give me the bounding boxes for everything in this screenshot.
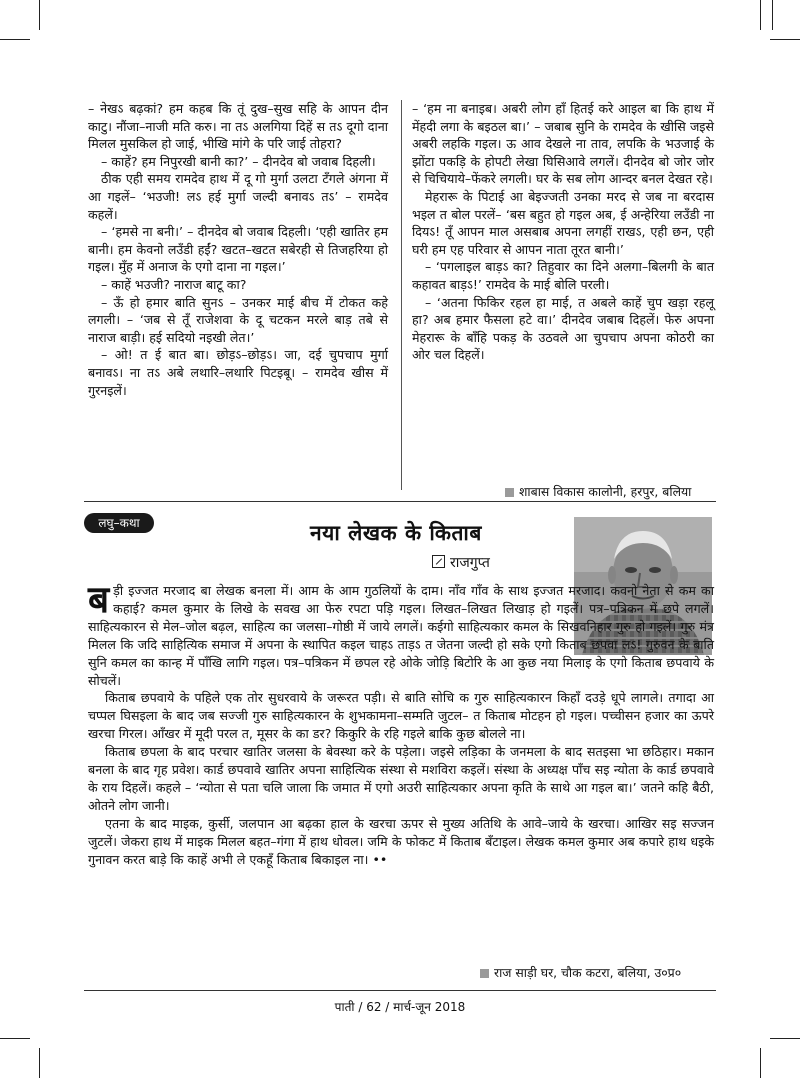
crop-mark-br-h — [770, 1038, 800, 1039]
paragraph: – ‘हम ना बनाइब। अबरी लोग हाँ हितई करे आइल बा कि हाथ में मेंहदी लगा के बइठल बा।’ – जबाब सुनि के रामदेव के खीसि जइसे अबरी लहकि गइल। ऊ आव देखले ना ताव, लपकि के भउजाई के झोंटा पकड़ि के होपटी लेखा घिसिआवे लगलें। दीनदेव बो जोर जोर से चिचियाये–फेंकरे लगली। घर के सब लोग आन्दर बनल देखत रहे। — [412, 101, 714, 187]
address-text: शाबास विकास कालोनी, हरपुर, बलिया — [519, 484, 692, 499]
paragraph: – काहें भउजी? नाराज बाटू का? — [101, 276, 247, 292]
page-footer: पाती / 62 / मार्च-जून 2018 — [334, 1000, 466, 1014]
paragraph: – ‘पगलाइल बाड़ऽ का? तिहुवार का दिने अलगा–बिलगी के बात कहावत बाड़ऽ!’ रामदेव के माई बोलि परली। — [412, 259, 714, 292]
paragraph: ठीक एही समय रामदेव हाथ में दू गो मुर्गा उलटा टँगले अंगना में आ गइलें– ‘भउजी! लऽ हई मुर्गा जल्दी बनावऽ तऽ’ – रामदेव कहलें। — [88, 171, 388, 222]
story-continuation-left-column — [88, 100, 388, 399]
paragraph: किताब छपवाये के पहिले एक तोर सुधरवाये के जरूरत पड़ी। से बाति सोचि क गुरु साहित्यकारन किहाँ दउड़े धूपे लागले। तगादा आ चप्पल घिसइला के बाद जब सज्जी गुरु साहित्यकारन के शुभकामना–सम्मति जुटल– त किताब मोटहन हो गइल। पच्चीसन हजार का ऊपरे खरचा गिरल। आँखर में मूदी परल त, मूसर के का डर? किकुरि के रहि गइले बाकि कुछ बोलले ना। — [88, 690, 714, 742]
paragraph: – काहें? हम निपुरखी बानी का?’ – दीनदेव बो जवाब दिहली। — [101, 153, 376, 169]
author-name: राजगुप्त — [450, 555, 490, 571]
section-tag: लघु–कथा — [84, 513, 154, 533]
paragraph: – ऊँ हो हमार बाति सुनऽ – उनकर माई बीच में टोकत कहे लगली। – ‘जब से तूँ राजेशवा के दू चटकन मरले बाड़ तबे से नाराज बाड़ी। हई सदियो नइखी लेत।’ — [88, 294, 388, 345]
author-address — [505, 483, 691, 500]
end-mark: •• — [372, 851, 388, 867]
story-title: नया लेखक के किताब — [310, 521, 482, 545]
crop-mark-bl-v — [39, 1048, 40, 1078]
paragraph — [88, 578, 714, 689]
crop-mark-tl-h — [0, 39, 30, 40]
crop-mark-br-v — [760, 1048, 761, 1078]
paragraph: किताब छपला के बाद परचार खातिर जलसा के बेवस्था करे के पड़ेला। जइसे लड़िका के जनमला के बाद सतइसा भा छठिहार। मकान बनला के बाद गृह प्रवेश। कार्ड छपवावे खातिर अपना साहित्यिक संस्था से मशविरा कइलें। संस्था के अध्यक्ष पाँच सइ न्योता के कार्ड छपवावे के राय दिहलें। कहले – ‘न्योता से पता चलि जाला कि जमात में एगो अउरी साहित्यकार अपना कृति के साथे आ गइल बा।’ जतने कहि बैठी, ओतने लोग जानी। — [88, 744, 714, 813]
section-divider — [84, 501, 716, 502]
crop-mark-tr-v2 — [772, 0, 773, 30]
paragraph-text: एतना के बाद माइक, कुर्सी, जलपान आ बढ़का हाल के खरचा ऊपर से मुख्य अतिथि के आवे–जाये के खरचा। आखिर सइ सज्जन जुटलें। जेकरा हाथ में माइक मिलल बहत–गंगा में हाथ धोवल। जमि के फोकट में किताब बँटाइल। लेखक कमल कुमार अब कपारे हाथ धइके गुनावन करत बाड़े कि काहें अभी ले एकहूँ किताब बिकाइल ना। — [88, 815, 714, 867]
crop-mark-bl-h — [0, 1038, 30, 1039]
pen-icon — [432, 555, 445, 568]
paragraph: – ‘अतना फिकिर रहल हा माई, त अबले काहें चुप खड़ा रहलू हा? अब हमार फैसला हटे वा।’ दीनदेव जबाब दिहलें। फेरु अपना मेहरारू के बाँहि पकड़ के उठवले आ चुपचाप अपना कोठरी का ओर चल दिहलें। — [412, 294, 714, 363]
paragraph: – ओ! त ई बात बा। छोड़ऽ–छोड़ऽ। जा, दई चुपचाप मुर्गा बनावऽ। ना तऽ अबे लथारि–लथारि पिटइबू। – रामदेव खीस में गुरनइलें। — [88, 347, 388, 398]
square-bullet-icon — [480, 969, 489, 978]
author-address — [480, 964, 681, 981]
crop-mark-tl-v — [39, 0, 40, 30]
address-text: राज साड़ी घर, चौक कटरा, बलिया, उ०प्र० — [494, 965, 682, 980]
story-body — [88, 578, 714, 869]
paragraph: – ‘हमसे ना बनी।’ – दीनदेव बो जवाब दिहली। ‘एही खातिर हम बानी। हम केवनो लउँडी हईं? खटत–खटत सबेरही से तिजहरिया हो गइल। मुँह में अनाज के एगो दाना ना गइल।’ — [88, 224, 388, 275]
drop-cap: ब — [88, 578, 110, 621]
story-author — [432, 553, 490, 572]
column-divider — [401, 100, 402, 490]
story-continuation-right-column — [412, 100, 714, 364]
paragraph-text: ड़ी इज्जत मरजाद बा लेखक बनला में। आम के आम गुठलियों के दाम। नाँव गाँव के साथ इज्जत मरजाद। कवनो नेता से कम का कहाई? कमल कुमार के लिखे के सवख आ फेरु रपटा पड़ि गइल। लिखत–लिखत लिखाड़ हो गइलें। पत्र–पत्रिकन में छपे लगलें। साहित्यकारन से मेल–जोल बढ़ल, साहित्य का जलसा–गोष्ठी में जाये लगलें। कईगो साहित्यकार कमल के सिखवनिहार गुरु हो गइलें। गुरु मंत्र मिलल कि जदि साहित्यिक समाज में अपना के स्थापित कइल चाहऽ ताड़ऽ त जेतना जल्दी हो सके एगो किताब छपवा लऽ! गुरुवन के बाति सुनि कमल का कान्ह में पाँखि लागि गइल। पत्र–पत्रिकन में छपल रहे ओके जोड़ि बिटोरि के आ कुछ नया मिलाइ के एगो किताब छपवाये के सोचलें। — [88, 583, 714, 688]
crop-mark-tr-v — [760, 0, 761, 30]
paragraph: – नेखऽ बढ़कां? हम कहब कि तूं दुख–सुख सहि के आपन दीन काटु। नौंजा–नाजी मति करु। ना तऽ अलगिया दिहें स तऽ दूगो दाना मिलल मुसकिल हो जाई, भीखि मांगे के परि जाई तोहरा? — [88, 101, 388, 152]
crop-mark-tr-h — [770, 39, 800, 40]
paragraph: मेहरारू के पिटाई आ बेइज्जती उनका मरद से जब ना बरदास भइल त बोल परलें– ‘बस बहुत हो गइल अब, ई अन्हेरिया लउँडी ना दियऽ! तूँ आपन माल असबाब अपना लगहीं राखऽ, एही छन, एही घरी हम एह परिवार से आपन नाता तूरत बानी।’ — [412, 188, 714, 257]
square-bullet-icon — [505, 488, 514, 497]
footer-divider — [84, 990, 716, 991]
paragraph — [88, 815, 714, 869]
